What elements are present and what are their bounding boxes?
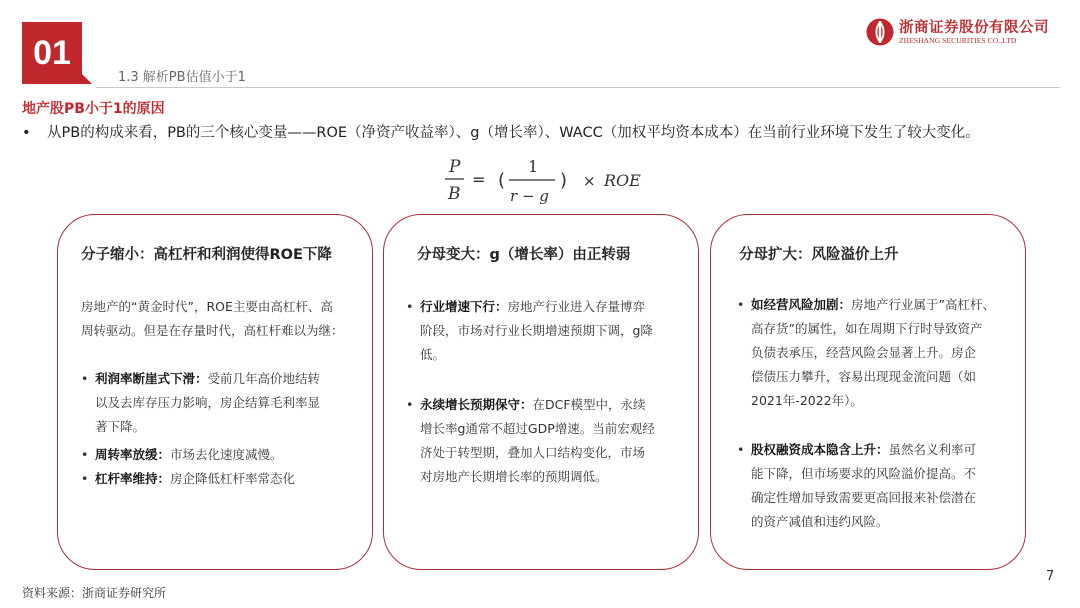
card-title: 分母变大：g（增长率）由正转弱 (417, 247, 631, 263)
list-item (406, 295, 653, 367)
list-item-text: 阶段，市场对行业长期增速预期下调，g降 (420, 323, 653, 338)
card-numerator-shrink (57, 214, 373, 570)
company-logo (866, 18, 1049, 46)
list-item (737, 293, 995, 413)
list-item-text: 偿债压力攀升，容易出现现金流问题（如 (751, 369, 977, 384)
pb-formula (440, 155, 670, 215)
list-item-text: 市场去化速度减慢。 (170, 447, 283, 462)
list-item-text: 的资产减值和违约风险。 (751, 514, 889, 529)
formula-times: × (583, 172, 596, 190)
list-item (737, 438, 976, 534)
formula-rparen: ) (560, 170, 568, 191)
list-item-text: 以及去库存压力影响，房企结算毛利率显 (95, 395, 321, 410)
formula-lparen: ( (498, 170, 506, 191)
formula-one: 1 (528, 157, 539, 176)
list-item-text: 在DCF模型中，永续 (532, 397, 646, 412)
list-item-text: 对房地产长期增长率的预期调低。 (420, 469, 608, 484)
bullet-icon: • (81, 371, 89, 386)
page-number: 7 (1046, 569, 1055, 584)
intro-paragraph (22, 123, 1062, 143)
list-item-text: 确定性增加导致需要更高回报来补偿潜在 (751, 490, 977, 505)
list-item-text: 增长率g通常不超过GDP增速。当前宏观经 (420, 421, 655, 436)
list-item-text: 房地产行业进入存量博弈 (507, 299, 646, 314)
card-denominator-growth (383, 214, 699, 570)
list-item (81, 367, 320, 439)
list-item-text: 负债表承压，经营风险会显著上升。房企 (751, 345, 977, 360)
zheshang-logo-icon (866, 18, 894, 46)
list-item-label: 永续增长预期保守： (420, 397, 533, 412)
card-title: 分子缩小：高杠杆和利润使得ROE下降 (81, 247, 332, 263)
bullet-icon: • (81, 447, 89, 462)
list-item-text: 高存货”的属性，如在周期下行时导致资产 (751, 321, 983, 336)
source-note: 资料来源：浙商证券研究所 (22, 586, 167, 600)
bullet-icon: • (81, 471, 89, 486)
bullet-icon: • (737, 297, 745, 312)
subheading: 地产股PB小于1的原因 (22, 101, 165, 117)
list-item-label: 股权融资成本隐含上升： (751, 442, 889, 457)
list-item-label: 行业增速下行： (420, 299, 508, 314)
formula-rg: r − g (510, 187, 549, 205)
section-title: 1.3 解析PB估值小于1 (118, 70, 246, 85)
list-item-label: 周转率放缓： (95, 447, 171, 462)
card-risk-premium (710, 214, 1026, 570)
bullet-icon: • (406, 397, 414, 412)
list-item-text: 2021年-2022年）。 (751, 393, 863, 408)
list-item-text: 著下降。 (95, 419, 146, 434)
list-item-text: 济处于转型期，叠加人口结构变化，市场 (420, 445, 646, 460)
section-number-badge: 01 (22, 22, 82, 84)
list-item-text: 低。 (420, 347, 446, 362)
list-item-label: 如经营风险加剧： (751, 297, 852, 312)
formula-p: P (449, 157, 461, 177)
card-intro-line: 房地产的“黄金时代”，ROE主要由高杠杆、高 (81, 299, 333, 314)
intro-text: 从PB的构成来看，PB的三个核心变量——ROE（净资产收益率）、g（增长率）、WACC（加权平均资本成本）在当前行业环境下发生了较大变化。 (47, 125, 980, 141)
card-body (81, 295, 371, 343)
card-title: 分母扩大：风险溢价上升 (739, 247, 899, 263)
bullet-icon: • (406, 299, 414, 314)
formula-b: B (448, 184, 461, 204)
list-item-text: 受前几年高价地结转 (207, 371, 321, 386)
list-item-text: 房地产行业属于”高杠杆、 (851, 297, 995, 312)
formula-roe: ROE (604, 171, 641, 190)
list-item-label: 杠杆率维持： (95, 471, 171, 486)
logo-en-text: ZHESHANG SECURITIES CO.,LTD (899, 36, 1017, 45)
header-divider (96, 87, 1060, 88)
list-item-text: 房企降低杠杆率常态化 (170, 471, 296, 486)
card-intro-line: 周转驱动。但是在存量时代，高杠杆难以为继： (81, 323, 344, 338)
bullet-icon: • (737, 442, 745, 457)
list-item (81, 443, 283, 467)
list-item (81, 467, 295, 491)
list-item-label: 利润率断崖式下滑： (95, 371, 208, 386)
list-item (406, 393, 655, 489)
list-item-text: 虽然名义利率可 (888, 442, 977, 457)
formula-eq: = (472, 170, 486, 189)
logo-cn-text: 浙商证券股份有限公司 (899, 19, 1049, 36)
bullet-icon: • (22, 125, 31, 141)
list-item-text: 能下降，但市场要求的风险溢价提高。不 (751, 466, 977, 481)
